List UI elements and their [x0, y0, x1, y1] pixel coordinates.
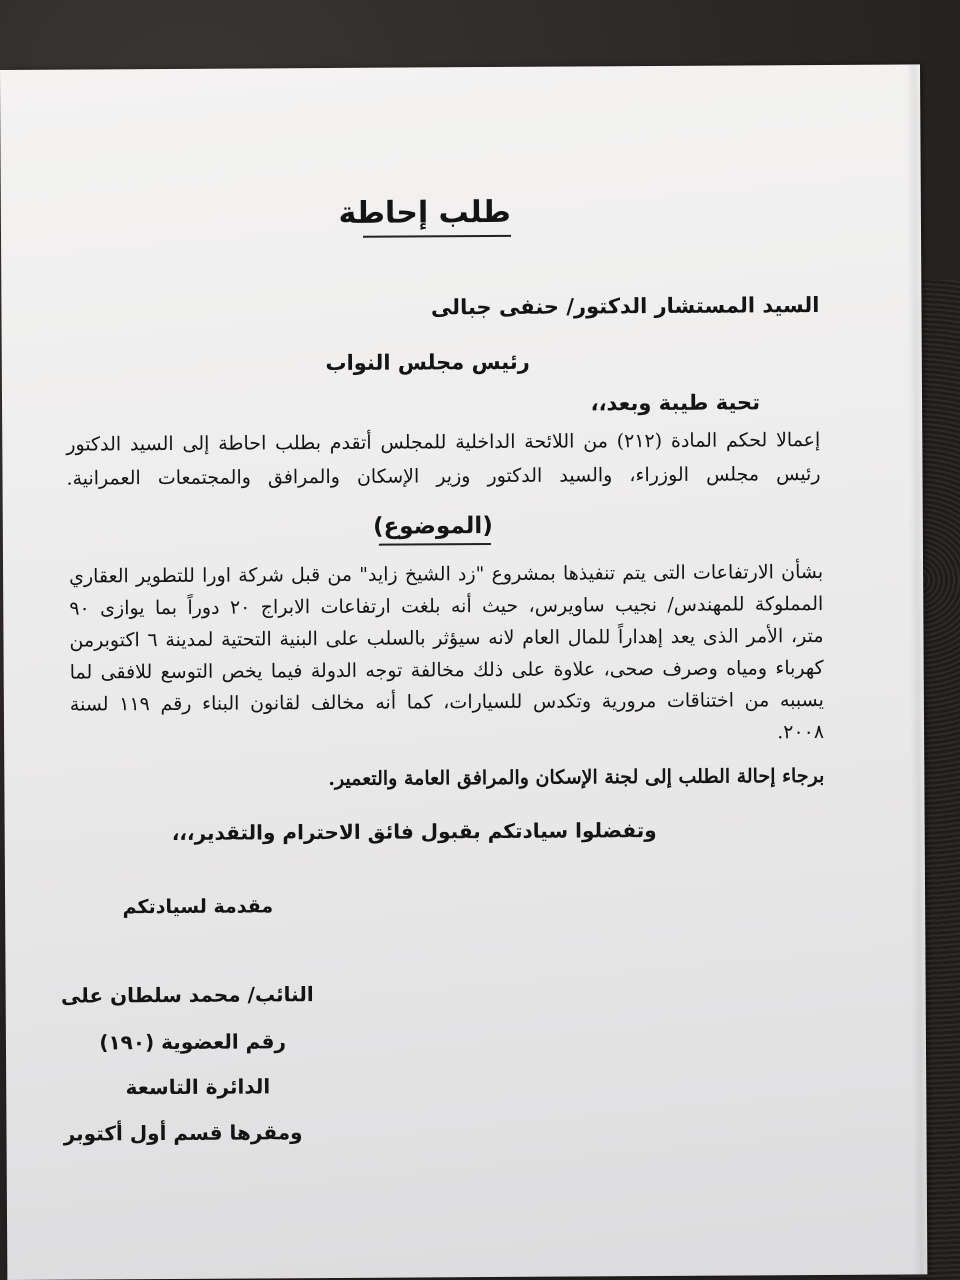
district-office: ومقرها قسم أول أكتوبر	[63, 1120, 303, 1146]
subject-line: بشأن الارتفاعات التى يتم تنفيذها بمشروع "زد الشيخ زايد" من قبل شركة اورا للتطوير العقاري	[69, 560, 824, 588]
intro-line: رئيس مجلس الوزراء، والسيد الدكتور وزير الإسكان والمرافق والمجتمعات العمرانية.	[66, 462, 821, 490]
recipient-position: رئيس مجلس النواب	[325, 349, 530, 376]
subject-line: متر، الأمر الذى يعد إهداراً للمال العام لانه سيؤثر بالسلب على البنية التحتية لمدينة ٦ اكتوبرمن	[69, 624, 824, 652]
subject-underline	[379, 543, 491, 546]
title-underline	[363, 235, 511, 238]
subject-line: المملوكة للمهندس/ نجيب ساويرس، حيث أنه بلغت ارتفاعات الابراج ٢٠ دوراً بما يوازى ٩٠	[69, 592, 824, 620]
greeting: تحية طيبة وبعد،،	[590, 390, 761, 416]
letter-title: طلب إحاطة	[338, 194, 511, 231]
subject-line: يسببه من اختناقات مرورية وتكدس للسيارات، كما أنه مخالف لقانون البناء رقم ١١٩ لسنة	[69, 688, 824, 716]
referral-request: برجاء إحالة الطلب إلى لجنة الإسكان والمرافق العامة والتعمير.	[328, 764, 825, 791]
signature-name: النائب/ محمد سلطان على	[60, 982, 314, 1008]
letter-page	[0, 64, 927, 1280]
closing-line: وتفضلوا سيادتكم بقبول فائق الاحترام والتقدير،،،	[171, 818, 657, 845]
subject-line: ٢٠٠٨.	[777, 720, 825, 744]
membership-number: رقم العضوية (١٩٠)	[99, 1029, 287, 1055]
subject-heading: (الموضوع)	[372, 512, 493, 540]
electoral-district: الدائرة التاسعة	[125, 1074, 271, 1100]
submitted-by: مقدمة لسيادتكم	[122, 895, 274, 919]
recipient-name: السيد المستشار الدكتور/ حنفى جبالى	[430, 292, 820, 320]
subject-line: كهرباء ومياه وصرف صحى، علاوة على ذلك مخالفة توجه الدولة فيما يخص التوسع للافقى لما	[69, 656, 824, 684]
intro-line: إعمالا لحكم المادة (٢١٢) من اللائحة الداخلية للمجلس أتقدم بطلب احاطة إلى السيد الدكتور	[66, 428, 821, 456]
